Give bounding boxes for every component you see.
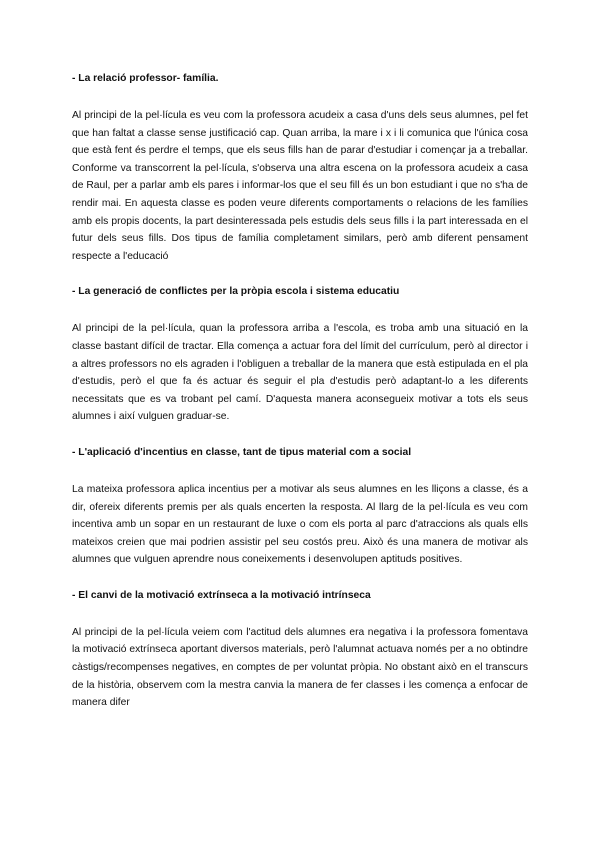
- section-family-relation: [72, 72, 528, 265]
- section-heading: - L'aplicació d'incentius en classe, tant de tipus material com a social: [72, 446, 412, 458]
- section-paragraph: Al principi de la pel·lícula, quan la professora arriba a l'escola, es troba amb una situació en la classe bastant difícil de tractar. Ella comença a actuar fora del límit del currículum, però al director i a altres professors no els agraden i l'obliguen a treballar de la manera que està estipulada en el pla d'estudis, però el que fa és actuar és seguir el pla d'estudis però adaptant-lo a les diferents necessitats que es va trobant pel camí. D'aquesta manera aconsegueix motivar a tots els seus alumnes i així vulguen graduar-se.: [72, 323, 528, 423]
- section-conflict-generation: [72, 285, 528, 426]
- section-paragraph: La mateixa professora aplica incentius per a motivar als seus alumnes en les lliçons a classe, és a dir, ofereix diferents premis per als quals encerten la resposta. Al llarg de la pel·lícula es veu com incentiva amb un sopar en un restaurant de luxe o com els porta al parc d'atraccions als quals ells mateixos creien que mai podrien assistir pel seu costós preu. Això és una manera de motivar als alumnes que vulguen aprendre nous coneixements i desenvolupen aptituds positives.: [72, 483, 528, 566]
- section-incentives: [72, 446, 528, 569]
- section-paragraph: Al principi de la pel·lícula es veu com la professora acudeix a casa d'uns dels seus alumnes, pel fet que han faltat a classe sense justificació cap. Quan arriba, la mare i x i li comunica que l'única cosa que està fent és perdre el temps, que els seus fills han de parar d'estudiar i començar ja a treballar. Conforme va transcorrent la pel·lícula, s'observa una altra escena on la professora acudeix a casa de Raul, per a parlar amb els pares i informar-los que el seu fill és un bon estudiant i que no s'ha de rendir mai. En aquesta classe es poden veure diferents comportaments o relacions de les famílies amb els propis docents, la part desinteressada pels estudis dels seus fills i la part interessada en el futur dels seus fills. Dos tipus de família completament similars, però amb diferent pensament respecte a l'educació: [72, 110, 528, 262]
- section-heading: - La generació de conflictes per la pròpia escola i sistema educatiu: [72, 286, 400, 298]
- section-heading: - El canvi de la motivació extrínseca a la motivació intrínseca: [72, 589, 371, 601]
- section-motivation-change: [72, 589, 528, 712]
- section-heading: - La relació professor- família.: [72, 73, 219, 84]
- section-paragraph: Al principi de la pel·lícula veiem com l'actitud dels alumnes era negativa i la professora fomentava la motivació extrínseca aportant diversos materials, però l'alumnat actuava només per a no obtindre càstigs/recompenses negatives, en comptes de per voluntat pròpia. No obstant això en el transcurs de la història, observem com la mestra canvia la manera de fer classes i les comença a enfocar de manera difer: [72, 626, 528, 709]
